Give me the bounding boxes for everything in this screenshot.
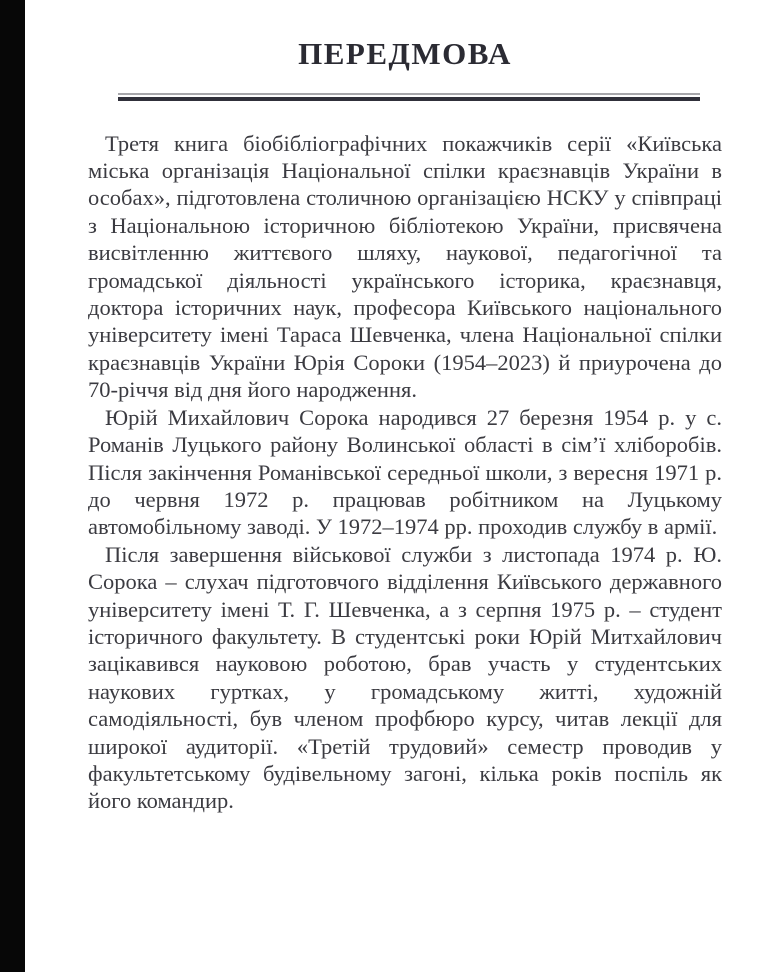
page-title: ПЕРЕДМОВА [298, 36, 512, 71]
preface-body [88, 130, 722, 815]
page-content [88, 0, 722, 815]
divider-thin-line [118, 93, 700, 95]
scan-edge-strip [0, 0, 25, 972]
title-divider [118, 93, 700, 101]
divider-thick-line [118, 97, 700, 101]
preface-paragraph-3: Після завершення військової служби з листопада 1974 р. Ю. Сорока – слухач підготовчого відділення Київського державного університету імені Т. Г. Шевченка, а з серпня 1975 р. – студент історичного факультету. В студентські роки Юрій Митхайлович зацікавився науковою роботою, брав участь у студентських наукових гуртках, у громадському житті, художній самодіяльності, був членом профбюро курсу, читав лекції для широкої аудиторії. «Третій трудовий» семестр проводив у факультетському будівельному загоні, кілька років поспіль як його командир. [88, 541, 722, 814]
preface-paragraph-1: Третя книга біобібліографічних покажчиків серії «Київська міська організація Національної спілки краєзнавців України в особах», підготовлена столичною організацією НСКУ у співпраці з Національною історичною бібліотекою України, присвячена висвітленню життєвого шляху, наукової, педагогічної та громадської діяльності українського історика, краєзнавця, доктора історичних наук, професора Київського національного університету імені Тараса Шевченка, члена Національної спілки краєзнавців України Юрія Сороки (1954–2023) й приурочена до 70-річчя від дня його народження. [88, 130, 722, 403]
preface-paragraph-2: Юрій Михайлович Сорока народився 27 березня 1954 р. у с. Романів Луцького району Волинської області в сім’ї хліборобів. Після закінчення Романівської середньої школи, з вересня 1971 р. до червня 1972 р. працював робітником на Луцькому автомобільному заводі. У 1972–1974 рр. проходив службу в армії. [88, 404, 722, 540]
